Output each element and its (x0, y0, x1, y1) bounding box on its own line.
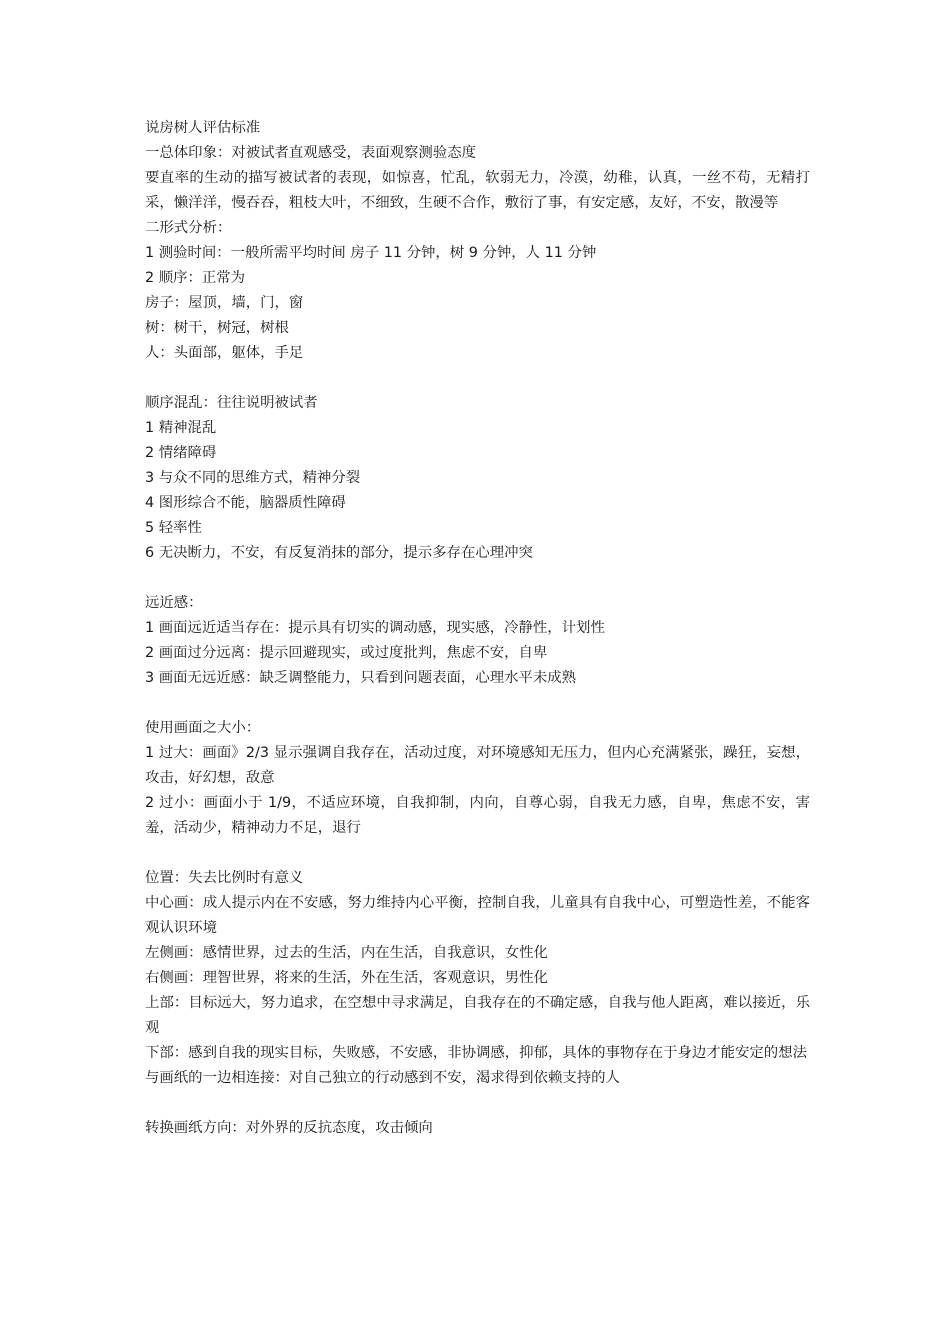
list-item: 5 轻率性 (145, 520, 202, 536)
blank-line (145, 566, 810, 591)
document-body (145, 116, 810, 1141)
distance-heading: 远近感： (145, 595, 203, 611)
section-form-heading: 二形式分析： (145, 220, 232, 236)
position-top: 上部：目标远大，努力追求，在空想中寻求满足，自我存在的不确定感，自我与他人距离，难以接近，乐观 (145, 995, 810, 1036)
list-item: 2 情绪障碍 (145, 445, 217, 461)
position-right: 右侧画：理智世界，将来的生活，外在生活，客观意识，男性化 (145, 970, 548, 986)
position-left: 左侧画：感情世界，过去的生活，内在生活，自我意识，女性化 (145, 945, 548, 961)
order-line: 2 顺序：正常为 (145, 270, 246, 286)
disorder-heading: 顺序混乱：往往说明被试者 (145, 395, 318, 411)
position-heading: 位置：失去比例时有意义 (145, 870, 304, 886)
blank-line (145, 841, 810, 866)
rotate-paper: 转换画纸方向：对外界的反抗态度，攻击倾向 (145, 1120, 433, 1136)
blank-line (145, 366, 810, 391)
position-center: 中心画：成人提示内在不安感，努力维持内心平衡，控制自我，儿童具有自我中心，可塑造性差，不能客观认识环境 (145, 895, 810, 936)
blank-line (145, 1091, 810, 1116)
list-item: 3 画面无远近感：缺乏调整能力，只看到问题表面，心理水平未成熟 (145, 670, 577, 686)
position-bottom: 下部：感到自我的现实目标，失败感，不安感，非协调感，抑郁，具体的事物存在于身边才能安定的想法 (145, 1045, 807, 1061)
list-item: 3 与众不同的思维方式，精神分裂 (145, 470, 361, 486)
list-item: 2 画面过分远离：提示回避现实，或过度批判，焦虑不安，自卑 (145, 645, 548, 661)
list-item: 6 无决断力，不安，有反复消抹的部分，提示多存在心理冲突 (145, 545, 533, 561)
test-time-line: 1 测验时间：一般所需平均时间 房子 11 分钟，树 9 分钟，人 11 分钟 (145, 245, 597, 261)
size-small: 2 过小：画面小于 1/9，不适应环境，自我抑制，内向，自尊心弱，自我无力感，自卑，焦虑不安，害羞，活动少，精神动力不足，退行 (145, 795, 810, 836)
order-tree: 树：树干，树冠，树根 (145, 320, 289, 336)
list-item: 1 精神混乱 (145, 420, 217, 436)
size-heading: 使用画面之大小： (145, 720, 261, 736)
section-overall-body: 要直率的生动的描写被试者的表现，如惊喜，忙乱，软弱无力，冷漠，幼稚，认真，一丝不苟，无精打采，懒洋洋，慢吞吞，粗枝大叶，不细致，生硬不合作，敷衍了事，有安定感，友好，不安，散漫等 (145, 170, 810, 211)
section-overall-heading: 一总体印象：对被试者直观感受，表面观察测验态度 (145, 145, 476, 161)
position-edge: 与画纸的一边相连接：对自己独立的行动感到不安，渴求得到依赖支持的人 (145, 1070, 620, 1086)
size-large: 1 过大：画面》2/3 显示强调自我存在，活动过度，对环境感知无压力，但内心充满紧张，躁狂，妄想，攻击，好幻想，敌意 (145, 745, 810, 786)
order-house: 房子：屋顶，墙，门，窗 (145, 295, 304, 311)
order-person: 人：头面部，躯体，手足 (145, 345, 304, 361)
list-item: 4 图形综合不能，脑器质性障碍 (145, 495, 346, 511)
document-title: 说房树人评估标准 (145, 120, 261, 136)
list-item: 1 画面远近适当存在：提示具有切实的调动感，现实感，冷静性，计划性 (145, 620, 605, 636)
blank-line (145, 691, 810, 716)
